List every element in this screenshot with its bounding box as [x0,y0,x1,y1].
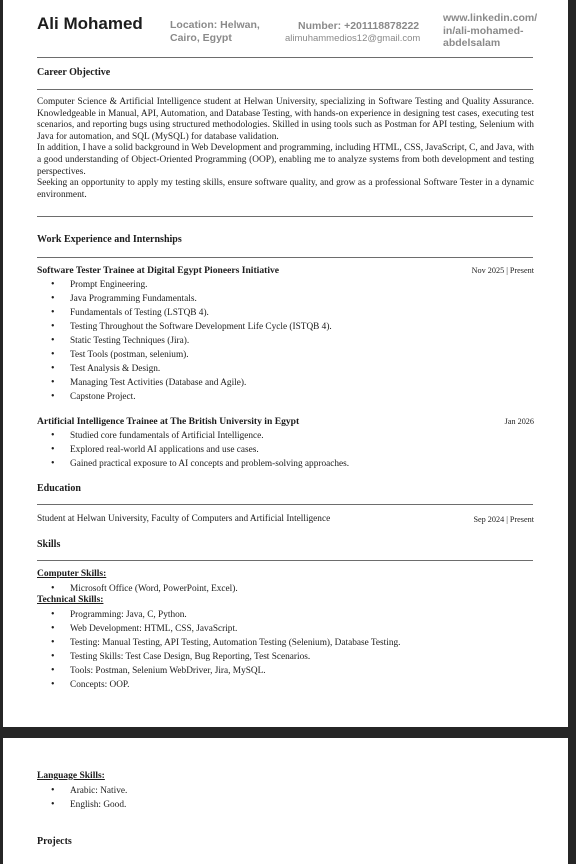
job-duties-bue [51,429,349,471]
linkedin-link[interactable]: www.linkedin.com/ in/ali-mohamed-abdelsalam [443,12,538,49]
list-item: • Web Development: HTML, CSS, JavaScript. [51,622,400,636]
list-item: • Managing Test Activities (Database and Agile). [51,376,332,390]
list-item: • Static Testing Techniques (Jira). [51,334,332,348]
list-item: • Testing Throughout the Software Development Life Cycle (ISTQB 4). [51,320,332,334]
list-item: • Fundamentals of Testing (LSTQB 4). [51,306,332,320]
work-experience-heading: Work Experience and Internships [37,234,182,245]
list-item: • Test Analysis & Design. [51,362,332,376]
resume-header [3,0,568,56]
computer-skills-heading: Computer Skills: [37,569,107,579]
career-objective-heading: Career Objective [37,67,111,78]
list-item: • Testing: Manual Testing, API Testing, Automation Testing (Selenium), Database Testing. [51,636,400,650]
list-item: • Studied core fundamentals of Artificial Intelligence. [51,429,349,443]
language-skills-heading: Language Skills: [37,771,105,781]
career-paragraph-2: In addition, I have a solid background in Web Development and programming, including HTML, CSS, JavaScript, C, and Java, with a good understanding of Object-Oriented Programming (OOP), enabling me to analyze systems from both development and testing perspectives. [37,143,534,177]
list-item: • Programming: Java, C, Python. [51,608,400,622]
technical-skills-heading: Technical Skills: [37,595,104,605]
list-item: • Gained practical exposure to AI concepts and problem-solving approaches. [51,457,349,471]
job-date-bue: Jan 2026 [504,417,534,426]
education-text: Student at Helwan University, Faculty of Computers and Artificial Intelligence [37,514,331,524]
list-item: • Microsoft Office (Word, PowerPoint, Excel). [51,582,238,596]
job-title-dep: Software Tester Trainee at Digital Egypt Pioneers Initiative [37,265,280,276]
job-title-bue: Artificial Intelligence Trainee at The British University in Egypt [37,416,300,427]
list-item: • Test Tools (postman, selenium). [51,348,332,362]
email-link[interactable]: alimuhammedios12@gmail.com [285,33,421,44]
divider [37,257,533,258]
phone-number: Number: +201118878222 [298,20,420,32]
list-item: • Testing Skills: Test Case Design, Bug Reporting, Test Scenarios. [51,650,400,664]
list-item: • Explored real-world AI applications and use cases. [51,443,349,457]
job-date-dep: Nov 2025 | Present [471,266,534,275]
technical-skills-list [51,608,400,692]
computer-skills-list [51,582,238,596]
location-text: Location: Helwan, Cairo, Egypt [170,19,260,44]
list-item: • Tools: Postman, Selenium WebDriver, Jira, MySQL. [51,664,400,678]
list-item: • Java Programming Fundamentals. [51,292,332,306]
list-item: • English: Good. [51,798,127,812]
divider [37,504,533,505]
career-objective-text [37,97,534,201]
job-duties-dep [51,278,332,404]
divider [37,57,533,58]
divider [37,89,533,90]
career-paragraph-3: Seeking an opportunity to apply my testing skills, ensure software quality, and grow as a professional Software Tester in a dynamic environment. [37,178,534,200]
divider [37,216,533,217]
career-paragraph-1: Computer Science & Artificial Intelligence student at Helwan University, specializing in Software Testing and Quality Assurance. Knowledgeable in Manual, API, Automation, and Database Testing, with hands-on experience in designing test cases, executing test scenarios, and reporting bugs using structured methodologies. Skilled in using tools such as Postman for API testing, Selenium with Java for automation, and SQL (MySQL) for database validation. [37,97,534,142]
list-item: • Concepts: OOP. [51,678,400,692]
resume-page-1 [3,0,568,727]
resume-page-2 [3,738,568,864]
applicant-name: Ali Mohamed [37,14,143,33]
education-date: Sep 2024 | Present [473,515,534,524]
language-skills-list [51,784,127,812]
list-item: • Arabic: Native. [51,784,127,798]
list-item: • Capstone Project. [51,390,332,404]
projects-heading: Projects [37,836,72,847]
education-heading: Education [37,483,81,494]
list-item: • Prompt Engineering. [51,278,332,292]
divider [37,560,533,561]
skills-heading: Skills [37,539,61,550]
